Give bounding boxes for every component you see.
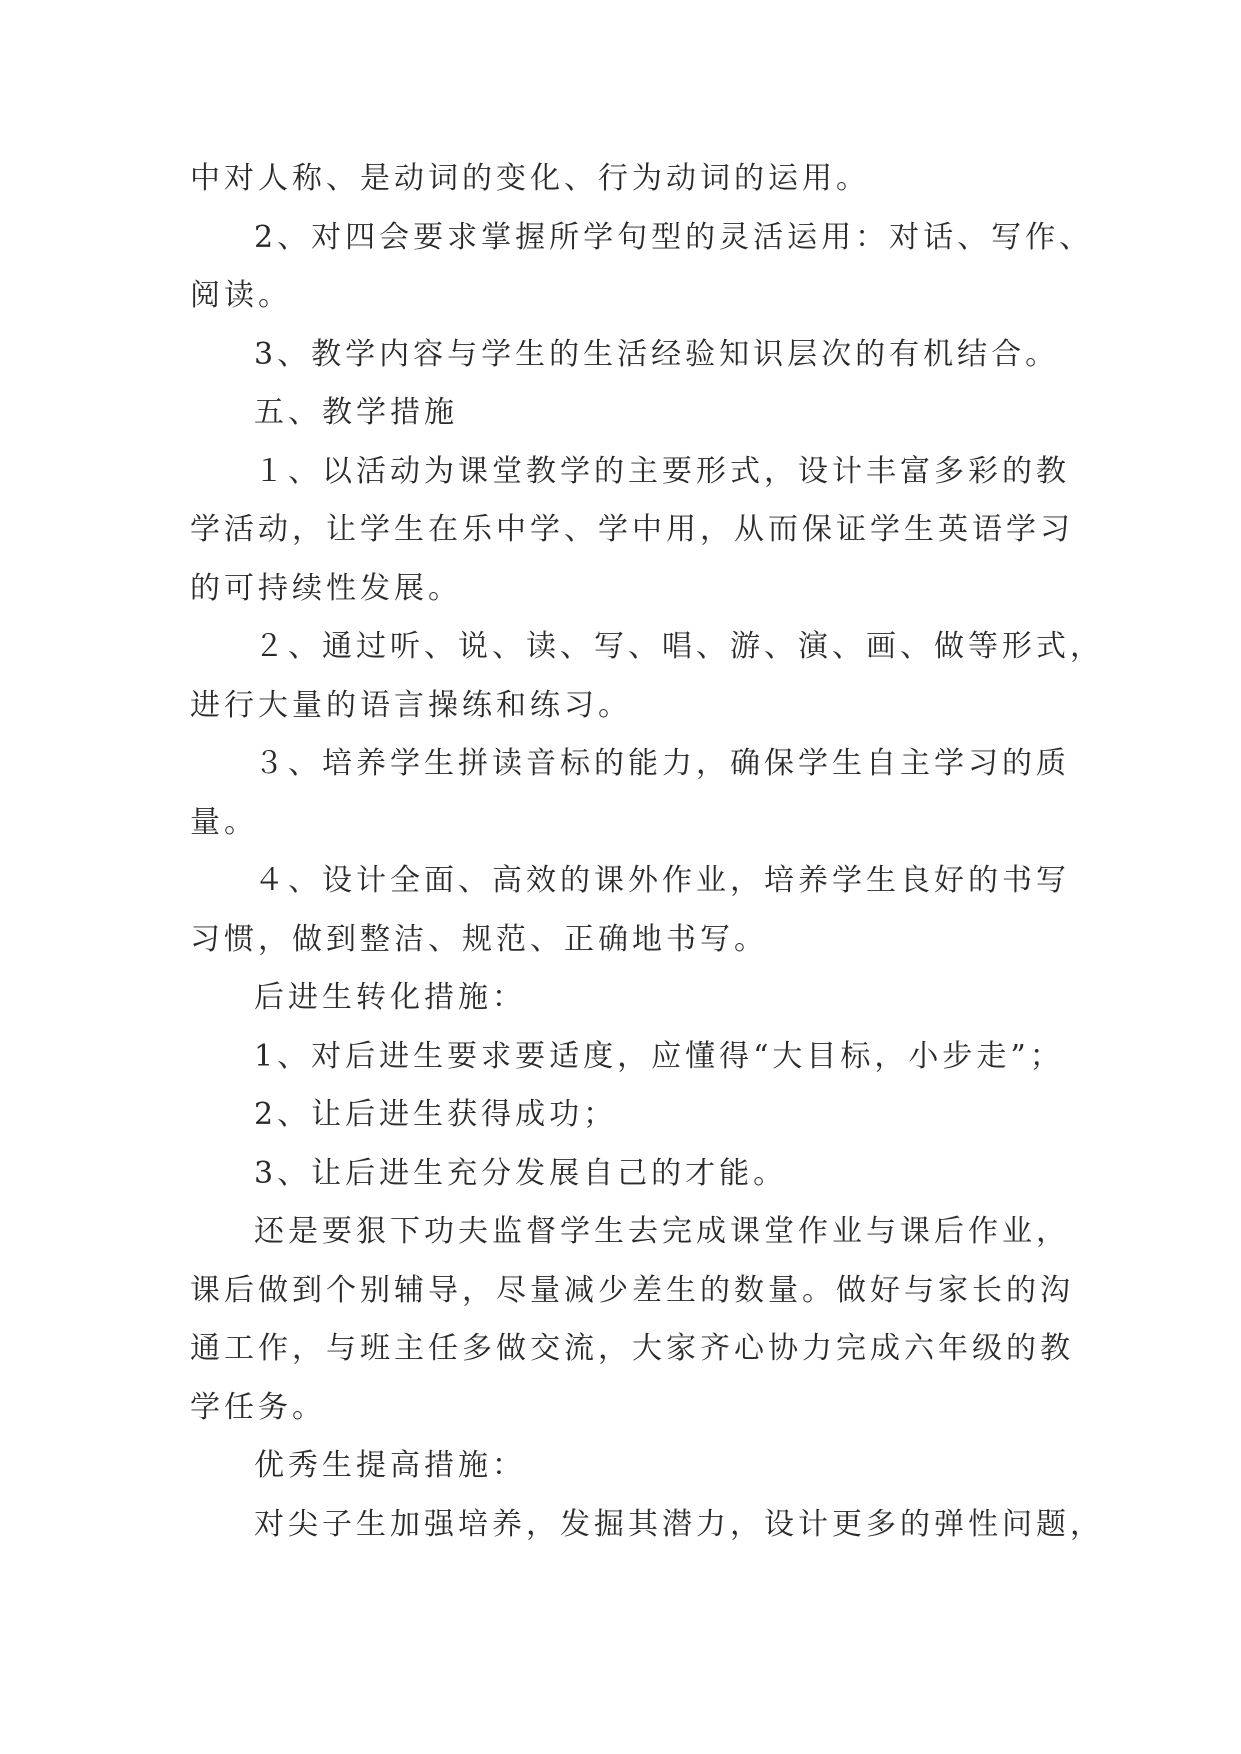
text-line: ４、设计全面、高效的课外作业，培养学生良好的书写 xyxy=(254,863,1070,898)
text-line: 对尖子生加强培养，发掘其潜力，设计更多的弹性问题， xyxy=(254,1506,1104,1542)
text-line: 2、对四会要求掌握所学句型的灵活运用：对话、写作、 xyxy=(254,219,1094,255)
text-line: ２、通过听、说、读、写、唱、游、演、画、做等形式， xyxy=(254,629,1104,664)
text-line: ３、培养学生拼读音标的能力，确保学生自主学习的质 xyxy=(254,746,1070,781)
subheading: 优秀生提高措施： xyxy=(254,1448,526,1483)
document-body xyxy=(190,150,1104,1554)
text-line: 3、教学内容与学生的生活经验知识层次的有机结合。 xyxy=(254,336,1060,372)
text-line: 2、让后进生获得成功； xyxy=(254,1097,618,1132)
section-heading: 五、教学措施 xyxy=(254,395,458,430)
text-line: 还是要狠下功夫监督学生去完成课堂作业与课后作业， xyxy=(254,1214,1070,1249)
text-line: 学活动，让学生在乐中学、学中用，从而保证学生英语学习 xyxy=(190,512,1074,547)
text-line: 课后做到个别辅导，尽量减少差生的数量。做好与家长的沟 xyxy=(190,1272,1074,1308)
subheading: 后进生转化措施： xyxy=(254,980,526,1015)
text-line: 阅读。 xyxy=(190,278,292,313)
text-line: 中对人称、是动词的变化、行为动词的运用。 xyxy=(190,161,870,196)
text-line: 1、对后进生要求要适度，应懂得“大目标，小步走”； xyxy=(254,1038,1064,1074)
text-line: 的可持续性发展。 xyxy=(190,570,462,606)
text-line: １、以活动为课堂教学的主要形式，设计丰富多彩的教 xyxy=(254,453,1070,489)
text-line: 学任务。 xyxy=(190,1389,326,1425)
text-line: 进行大量的语言操练和练习。 xyxy=(190,687,632,723)
text-line: 3、让后进生充分发展自己的才能。 xyxy=(254,1155,788,1191)
text-line: 量。 xyxy=(190,804,258,840)
text-line: 通工作，与班主任多做交流，大家齐心协力完成六年级的教 xyxy=(190,1331,1074,1366)
text-line: 习惯，做到整洁、规范、正确地书写。 xyxy=(190,921,768,957)
